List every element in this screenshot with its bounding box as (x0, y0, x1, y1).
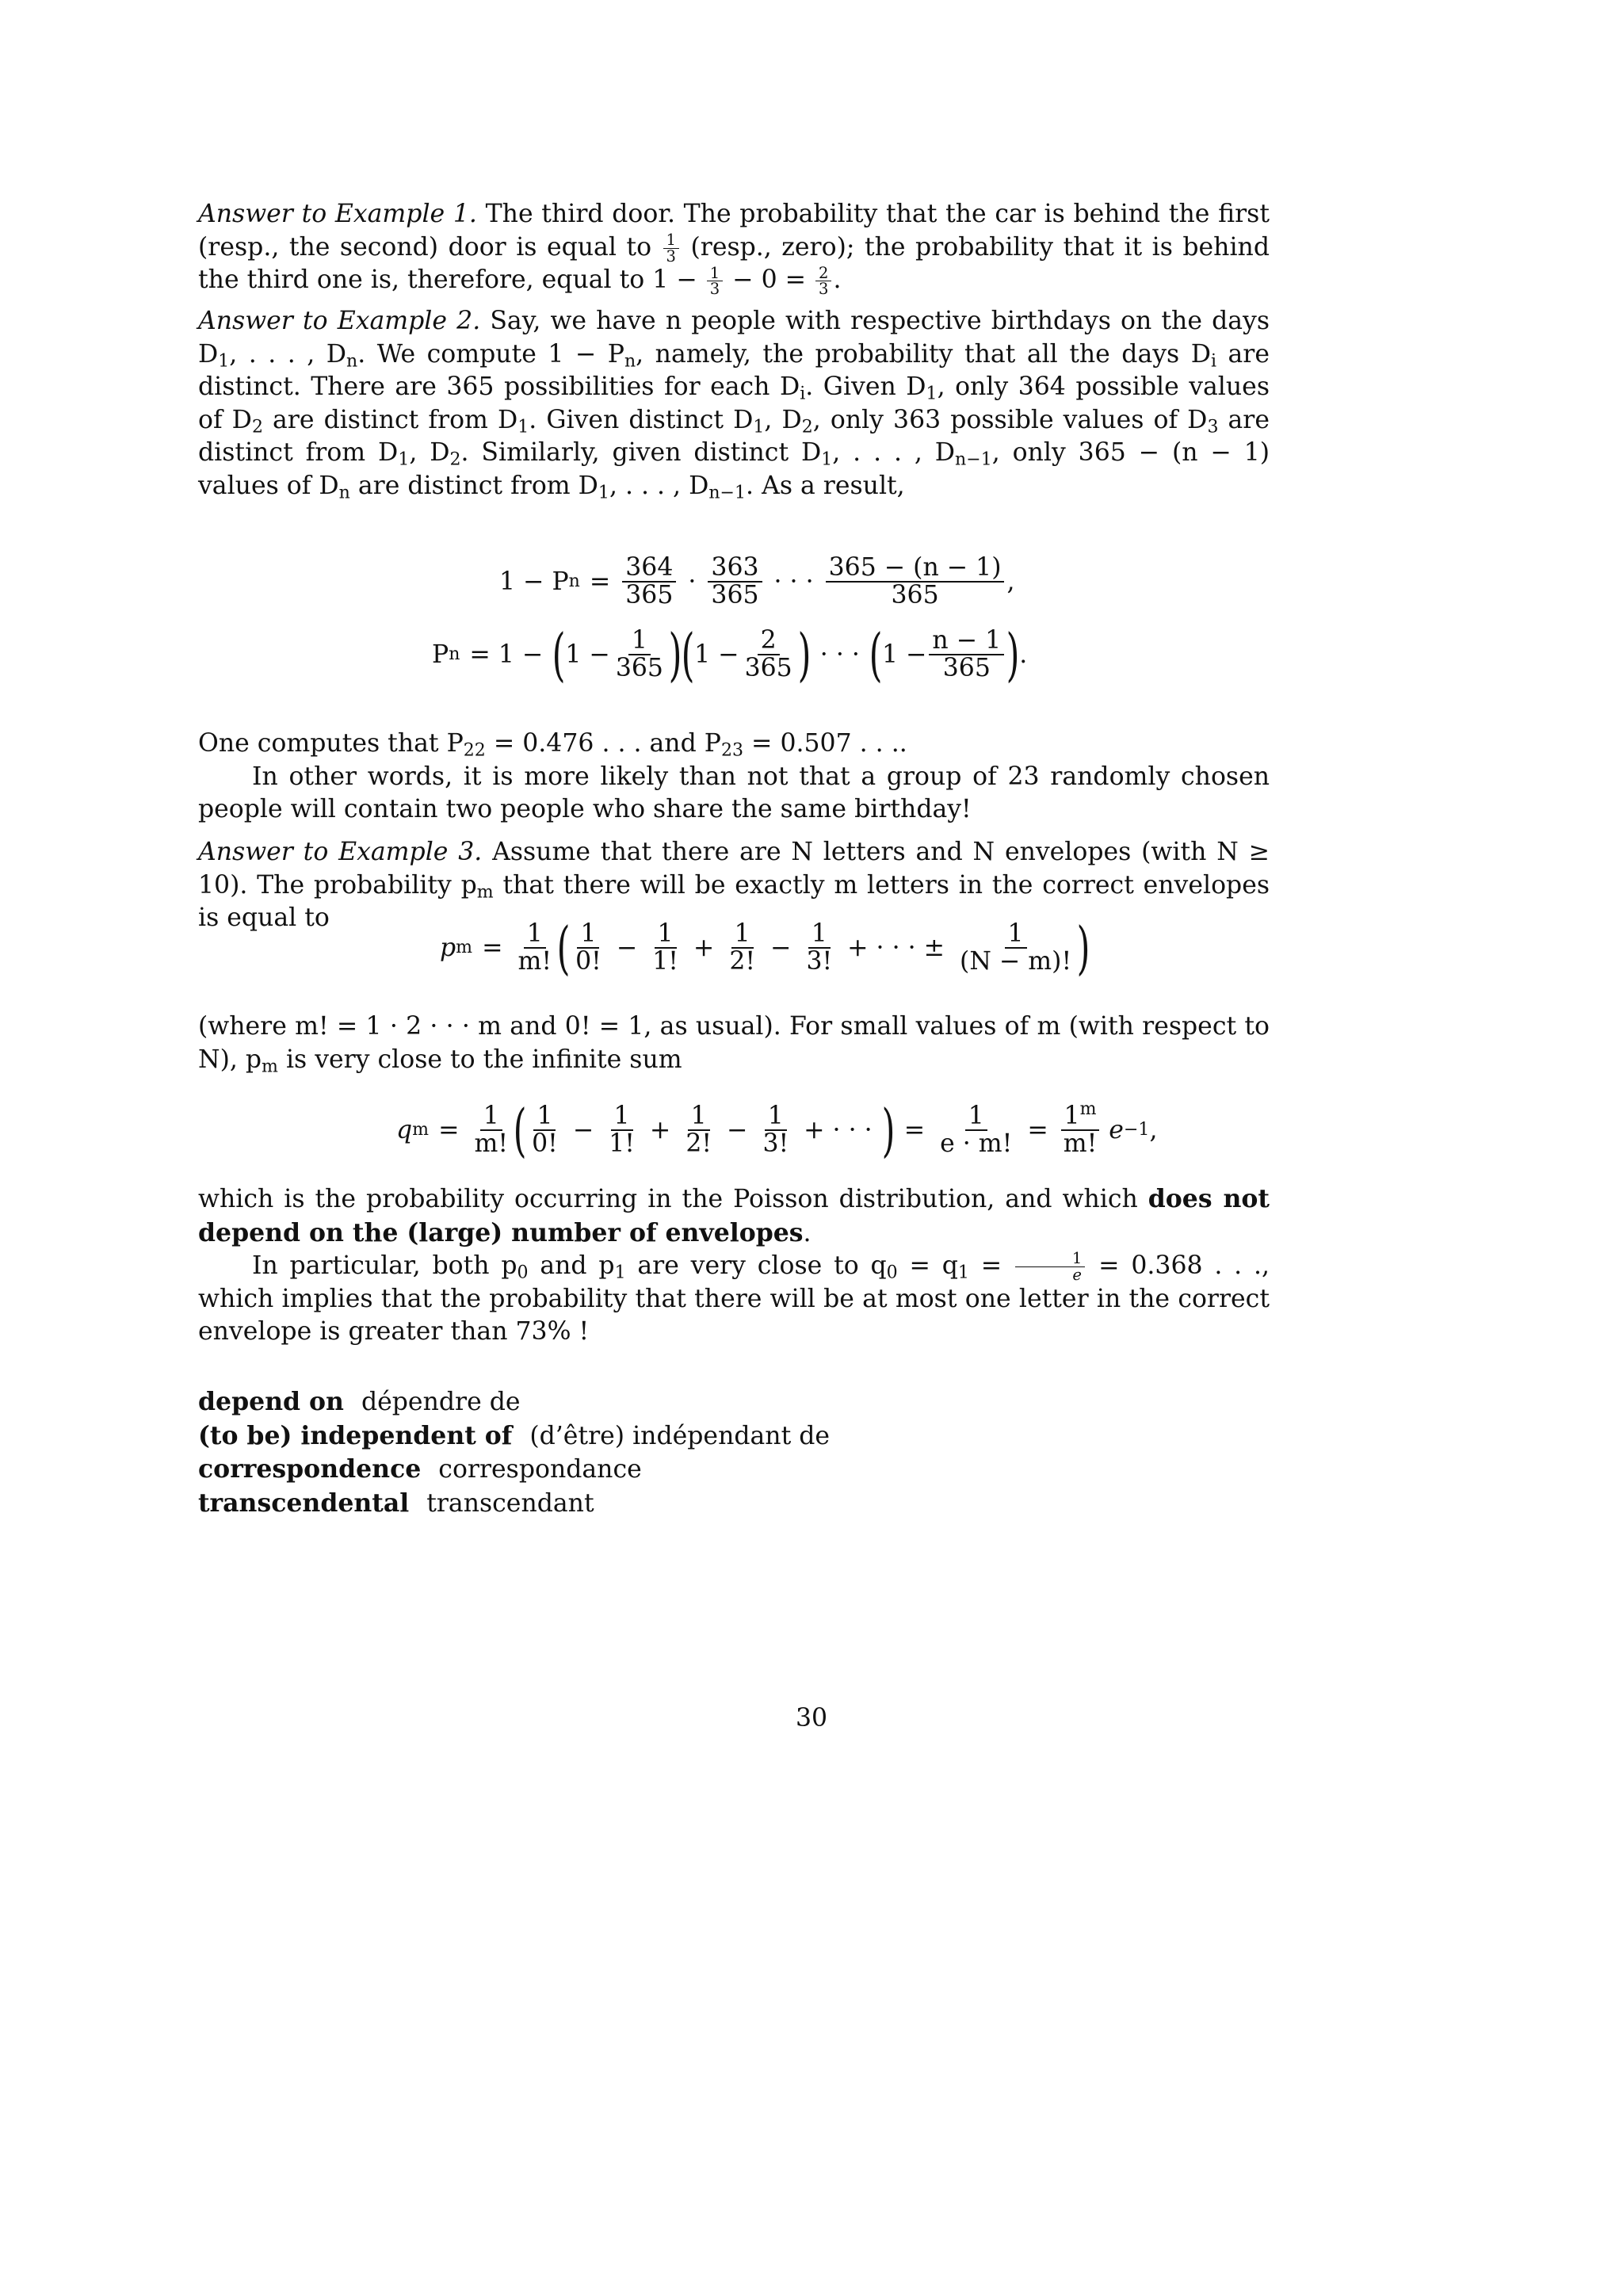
text-span: Assume that there are N letters and N envelopes (with N ≥ 10). The probability p (198, 838, 1270, 900)
fraction (708, 555, 762, 609)
subscript: 1 (753, 417, 765, 437)
denominator: 3 (709, 280, 720, 299)
numerator: 1 (731, 921, 754, 949)
answer-label: Answer to Example 1. (198, 200, 477, 228)
subscript: 1 (614, 1263, 626, 1283)
equals-sign: = (438, 1116, 460, 1144)
denominator: 365 (711, 581, 759, 610)
operator: − (616, 934, 638, 962)
text-span: = 0.476 . . . and P (485, 729, 721, 758)
paragraph-poisson (198, 1182, 1270, 1349)
denominator: m! (517, 947, 552, 976)
subscript: 1 (926, 384, 938, 404)
fraction (815, 263, 831, 299)
equals-sign: = 1 − (469, 640, 544, 669)
operator: − (572, 1116, 594, 1144)
denominator: 2! (685, 1129, 712, 1158)
fraction (622, 555, 676, 609)
subscript: 22 (463, 740, 486, 761)
numerator: 364 (622, 555, 676, 583)
left-paren: ( (681, 621, 695, 688)
paragraph-particular (198, 1250, 1270, 1349)
operator: − (727, 1116, 748, 1144)
subscript: 1 (598, 483, 609, 502)
eq-lhs: q (396, 1116, 413, 1144)
denominator: 3 (819, 280, 829, 299)
numerator: 1 (688, 1103, 710, 1131)
subscript: 1 (398, 449, 410, 470)
punctuation: . (1019, 640, 1028, 669)
fraction (1060, 1098, 1101, 1158)
paragraph-other-words: In other words, it is more likely than not that a group of 23 randomly chosen people will contain two people who share the same birthday! (198, 762, 1270, 823)
text-span: . Given D (805, 372, 926, 401)
denominator: 3! (806, 947, 833, 976)
numerator: 1 (628, 628, 651, 655)
answer-example-2 (198, 305, 1270, 502)
numerator: 1 (655, 921, 677, 949)
denominator: 0! (575, 947, 601, 976)
text-span: . As a result, (746, 471, 905, 500)
text-span: The third door. The probability that the car is behind the first (resp., the second) door is equal to (198, 200, 1270, 262)
vocab-translation: dépendre de (361, 1388, 521, 1416)
text-span: and p (528, 1251, 615, 1280)
equals-sign: = (903, 1116, 926, 1144)
text-span: In particular, both p (252, 1251, 517, 1280)
subscript: 1 (957, 1263, 969, 1283)
fraction (1015, 1251, 1085, 1282)
subscript: 0 (886, 1263, 898, 1283)
punctuation: , (1149, 1116, 1158, 1144)
numerator: 1 (1015, 1251, 1085, 1267)
subscript: i (1210, 351, 1217, 371)
text-span: are distinct from D (262, 405, 518, 434)
fraction (572, 921, 605, 975)
paragraph-p22 (198, 728, 1270, 827)
text-span: . Similarly, given distinct D (460, 438, 822, 467)
text-span: . (833, 266, 842, 295)
subscript: i (800, 384, 806, 404)
numerator: 363 (708, 555, 762, 583)
operator: + (649, 1116, 671, 1144)
text-span: , . . . , D (832, 438, 956, 467)
denominator: 365 (891, 581, 939, 610)
equals-sign: = (589, 567, 611, 597)
denominator: e · m! (940, 1129, 1013, 1158)
text-span: , D (409, 438, 450, 467)
text-span: 1 − (565, 640, 610, 669)
subscript: 2 (251, 417, 263, 437)
vocab-term: (to be) independent of (198, 1420, 513, 1450)
denominator: m! (474, 1129, 509, 1158)
denominator: 1! (652, 947, 678, 976)
fraction (682, 1103, 715, 1157)
numerator: 1 (1005, 921, 1027, 949)
text-span: 1 − (694, 640, 739, 669)
subscript: m (262, 1056, 278, 1076)
vocabulary-list (198, 1385, 830, 1520)
text-span: , namely, the probability that all the days D (636, 339, 1211, 369)
subscript: n (346, 351, 358, 371)
subscript: n (624, 351, 636, 371)
operator: + · · · ± (847, 934, 945, 962)
text-span: = (968, 1251, 1014, 1280)
text-span: (where m! = 1 · 2 · · · m and 0! = 1, as usual). For small values of m (with respect to N), p (198, 1012, 1270, 1074)
fraction (613, 625, 666, 682)
text-span: that there will be exactly m letters in the correct envelopes is equal to (198, 870, 1270, 932)
text-span: = 0.507 . . .. (743, 729, 907, 758)
text-span: 1 (1064, 1101, 1080, 1130)
text-span: are very close to q (625, 1251, 887, 1280)
fraction (707, 263, 723, 299)
text-span: are distinct from D (349, 471, 598, 500)
vocab-translation: transcendant (426, 1488, 594, 1518)
right-paren: ) (1076, 915, 1090, 981)
answer-label: Answer to Example 2. (198, 307, 481, 335)
denominator: 3! (762, 1129, 789, 1158)
equals-sign: = (482, 934, 503, 962)
eq-lhs: 1 − P (499, 567, 569, 597)
vocab-item (198, 1385, 830, 1419)
numerator: 1 (480, 1103, 502, 1131)
text-span: , only 364 possible values of D (198, 372, 1270, 434)
denominator: 365 (615, 654, 663, 682)
fraction (649, 921, 682, 975)
answer-example-1 (198, 198, 1270, 297)
text-span: = 0.368 . . ., which implies that the probability that there will be at most one letter in the correct envelope is greater than 73% ! (198, 1251, 1270, 1347)
numerator: 1 (524, 921, 546, 949)
denominator: (N − m)! (960, 947, 1072, 976)
text-span: , only 365 − (n − 1) values of D (198, 438, 1270, 500)
text-span: , . . . , D (229, 339, 347, 369)
text-span: . We compute 1 − P (357, 339, 624, 369)
text-span: − 0 = (724, 266, 815, 295)
operator: − (770, 934, 792, 962)
numerator (1061, 1098, 1100, 1131)
right-paren: ) (797, 621, 812, 688)
eq-lhs: P (432, 640, 449, 669)
numerator: 1 (765, 1103, 787, 1131)
text-span: 1 − (881, 640, 927, 669)
text-span: , . . . , D (609, 471, 709, 500)
superscript: m (1079, 1098, 1097, 1119)
right-paren: ) (1006, 621, 1020, 688)
numerator: 1 (808, 921, 831, 949)
vocab-term: transcendental (198, 1488, 410, 1518)
text-span: , D (764, 405, 802, 434)
left-paren: ( (869, 621, 883, 688)
vocab-item (198, 1419, 830, 1454)
fraction (529, 1103, 561, 1157)
denominator: 365 (744, 654, 792, 682)
numerator: 1 (577, 921, 599, 949)
e-symbol: e (1109, 1116, 1124, 1144)
ellipsis: · · · (773, 567, 814, 597)
subscript: 2 (801, 417, 813, 437)
denominator: 2! (729, 947, 756, 976)
fraction (471, 1103, 511, 1157)
denominator: e (1072, 1266, 1082, 1284)
fraction (826, 555, 1005, 609)
text-span: . (803, 1218, 812, 1247)
numerator: 1 (965, 1103, 987, 1131)
text-span: which is the probability occurring in the Poisson distribution, and which (198, 1185, 1148, 1213)
text-span: One computes that P (198, 729, 464, 758)
denominator: 365 (625, 581, 674, 610)
fraction (759, 1103, 792, 1157)
left-paren: ( (552, 621, 566, 688)
numerator: n − 1 (929, 628, 1004, 655)
ellipsis: · · · (819, 640, 860, 669)
document-page: Answer to Example 1. The third door. The probability that the car is behind the first (resp., the second) door is equal to $\frac{1}{3}$ (resp., zero); the probability that it is behind the third one is, therefore, equal to 1 − $\frac{1}{3}$ − 0 = $\frac{2}{3}$ . Answer to Example 2. Say, we have n people with respective birthdays on the days $D_1$, . . . , $D_n$. We compute $1 - P_n$, namely, the probability that all the days $D_i$ are distinct. There are 365 possibilities for each $D_i$. Given $D_1$, only 364 possible values of $D_2$ are distinct from $D_1$. Given distinct $D_1$, $D_2$, only 363 possible values of $D_3$ are distinct from $D_1$, $D_2$. Similarly, given distinct $D_1$, . . . , $D_{n-1}$, only 365 − (n − 1) values of $D_n$ are distinct from $D_1$, . . . , $D_{n-1}$. As a result, 1 − P n = $\frac{364}{365}$ · $\frac{363}{365}$ · · · $\frac{365 - (n - 1)}{365}$ , P n = 1 − ( 1 − $\frac{1}{365}$ ) ( 1 − $\frac{2}{365}$ ) · · · ( 1 − $\frac{n - 1}{365}$ ) . One computes that $P_{22} = 0.476$ . . . and $P_{23} = 0.507$ . . .. In other words, it is more likely than not that a group of 23 randomly chosen people will contain two people who share the same birthday! Answer to Example 3. Assume that there are N letters and N envelopes (with N ≥ 10). The probability $p_m$ that there will be exactly m letters in the correct envelopes is equal to p m = $\frac{1}{m!}$ ( $\frac{1}{0!}$ − $\frac{1}{1!}$ + $\frac{1}{2!}$ − $\frac{1}{3!}$ + · · · ± $\frac{1}{(N - m)!}$ ) (where m! = 1 · 2 · · · m and 0! = 1, as usual). For small values of m (with respect to N), $p_m$ is very close to the infinite sum q m = $\frac{1}{m!}$ ( $\frac{1}{0!}$ − $\frac{1}{1!}$ + $\frac{1}{2!}$ − $\frac{1}{3!}$ + · · · ) = $\frac{1}{e \cdot m!}$ = $\frac{1^m}{m!}$ e −1 , which is the probability occurring in the Poisson distribution, and which does not depend on the (large) number of envelopes. In particular, both $p_0$ and $p_1$ are very close to $q_0 = q_1$ = $\frac{1}{e}$ = 0.368 . . ., which implies that the probability that there will be at most one letter in the correct envelope is greater than 73% ! depend on dépendre de (to be) independent of (d’être) indépendant de correspondence correspondance transcendental transcendant 30 (0, 0, 1623, 2296)
text-span: . Given distinct D (529, 405, 754, 434)
operator: + (693, 934, 715, 962)
fraction (957, 921, 1075, 975)
denominator: 365 (942, 654, 991, 682)
left-paren: ( (556, 915, 571, 981)
denominator: m! (1063, 1129, 1098, 1158)
denominator: 3 (666, 246, 676, 266)
punctuation: , (1006, 567, 1015, 597)
eq-lhs: p (440, 934, 456, 962)
subscript: 1 (218, 351, 230, 371)
text-span: are distinct from D (198, 405, 1270, 467)
fraction (514, 921, 555, 975)
vocab-item (198, 1487, 830, 1521)
left-paren: ( (513, 1097, 527, 1163)
paragraph-where (198, 1010, 1270, 1076)
equals-sign: = (1027, 1116, 1048, 1144)
fraction (803, 921, 835, 975)
numerator: 365 − (n − 1) (826, 555, 1005, 583)
subscript: m (476, 882, 494, 902)
numerator: 1 (611, 1103, 633, 1131)
fraction (663, 232, 679, 264)
subscript: n−1 (955, 449, 992, 470)
vocab-item (198, 1453, 830, 1487)
numerator: 2 (815, 266, 831, 282)
vocab-translation: (d’être) indépendant de (529, 1421, 831, 1450)
bold-text: does not depend on the (large) number of envelopes (198, 1184, 1270, 1247)
answer-label: Answer to Example 3. (198, 838, 483, 866)
fraction (929, 625, 1004, 682)
subscript: 2 (449, 449, 461, 470)
numerator: 1 (663, 232, 679, 249)
vocab-translation: correspondance (438, 1455, 642, 1484)
text-span: , only 363 possible values of D (812, 405, 1208, 434)
operator: + · · · (804, 1116, 873, 1144)
denominator: 1! (609, 1129, 635, 1158)
subscript: 0 (517, 1263, 529, 1283)
subscript: 1 (517, 417, 529, 437)
page-number: 30 (795, 1704, 828, 1733)
numerator: 1 (707, 266, 723, 282)
text-span: are distinct. There are 365 possibilities for each D (198, 339, 1270, 401)
subscript: 3 (1207, 417, 1219, 437)
fraction (937, 1103, 1015, 1157)
vocab-term: depend on (198, 1387, 344, 1416)
right-paren: ) (881, 1097, 896, 1163)
numerator: 2 (758, 628, 780, 655)
text-span: Say, we have n people with respective birthdays on the days D (198, 307, 1270, 369)
fraction (742, 625, 796, 682)
vocab-term: correspondence (198, 1454, 422, 1484)
text-span: = q (897, 1251, 958, 1280)
subscript: 23 (720, 740, 744, 761)
right-paren: ) (668, 621, 682, 688)
subscript: n (338, 483, 350, 502)
fraction (726, 921, 758, 975)
subscript: n−1 (708, 483, 747, 502)
denominator: 0! (532, 1129, 558, 1158)
subscript: 1 (821, 449, 833, 470)
numerator: 1 (533, 1103, 556, 1131)
text-span: (resp., zero); the probability that it is behind the third one is, therefore, equal to 1 − (198, 232, 1270, 295)
fraction (605, 1103, 638, 1157)
text-span: is very close to the infinite sum (277, 1045, 682, 1074)
operator: · (688, 567, 697, 597)
